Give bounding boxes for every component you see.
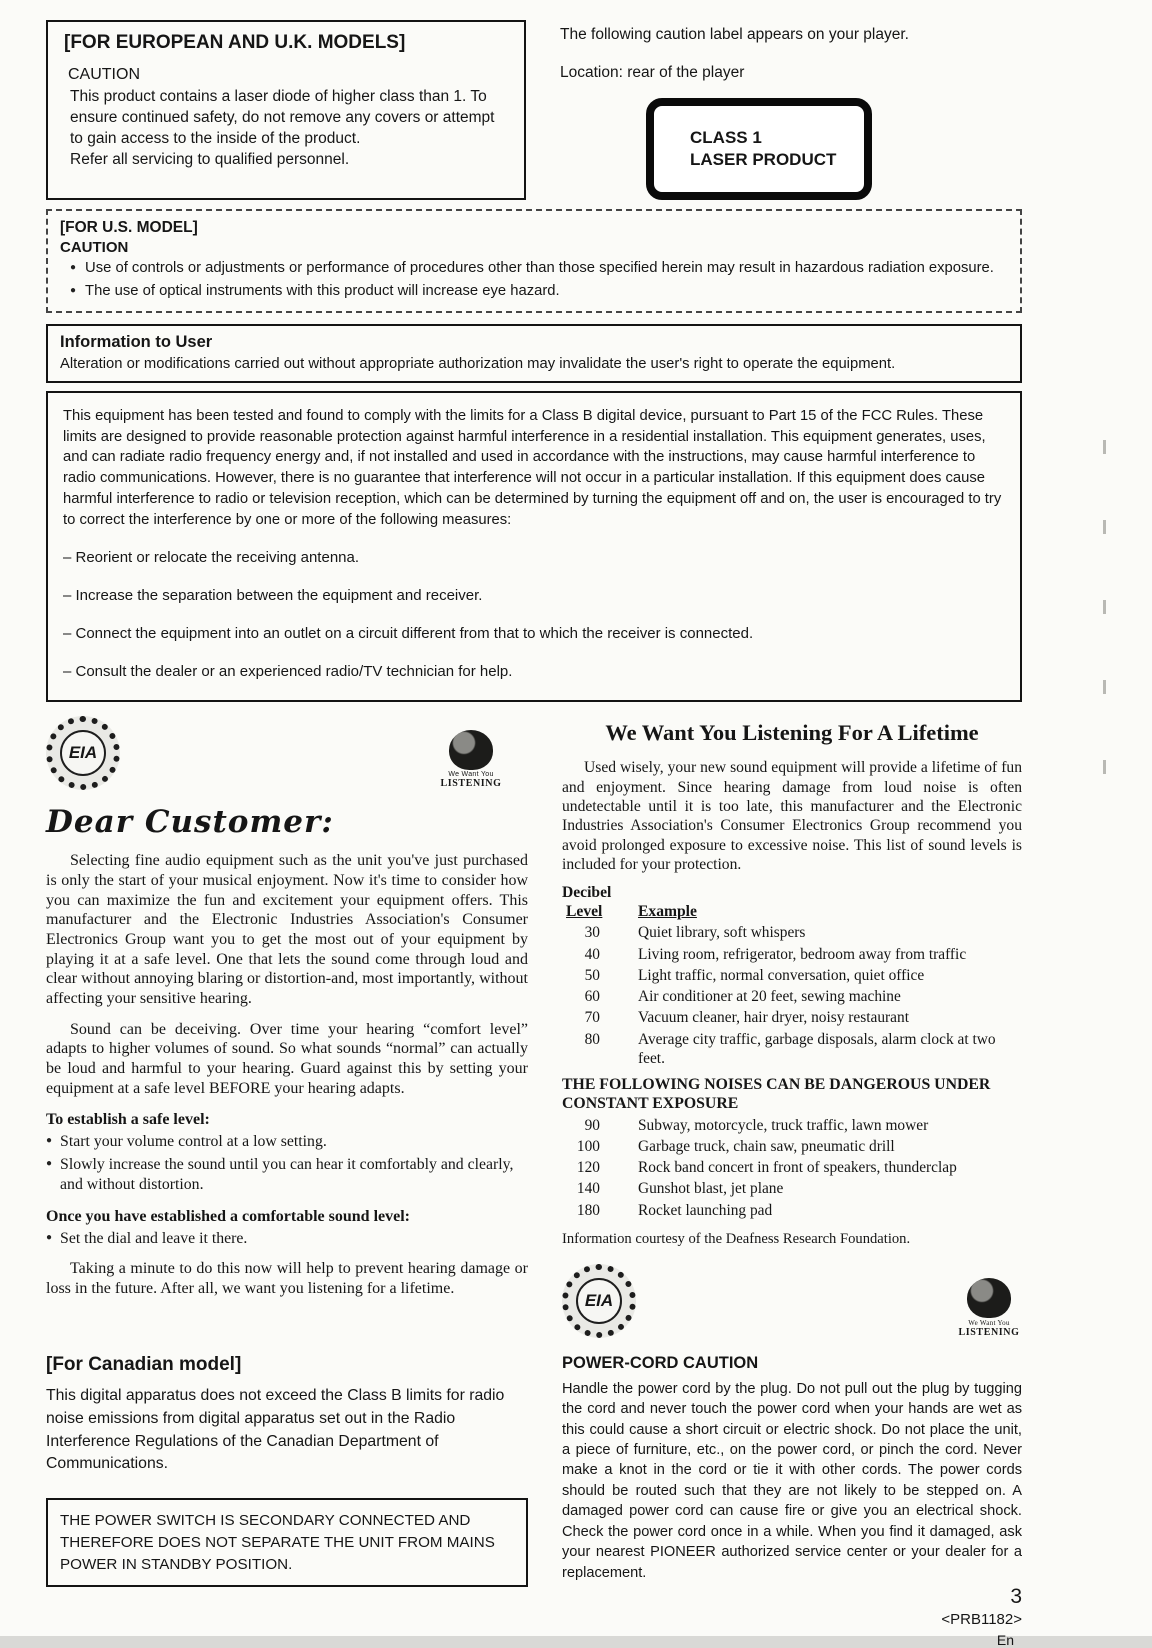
decibel-row	[562, 987, 1022, 1006]
decibel-row	[562, 923, 1022, 942]
decibel-level-header: Level	[566, 903, 603, 921]
decibel-label: Decibel	[562, 884, 612, 902]
eia-logo-text: EIA	[576, 1278, 622, 1324]
hearing-section	[46, 716, 1022, 1338]
decibel-row	[562, 1008, 1022, 1027]
european-models-box	[46, 20, 526, 200]
us-model-item-text: The use of optical instruments with this product will increase eye hazard.	[85, 282, 560, 299]
danger-decibel-row	[562, 1137, 1022, 1156]
danger-decibel-row	[562, 1158, 1022, 1177]
listening-logo-word: LISTENING	[440, 778, 502, 790]
european-caution-footer: Refer all servicing to qualified personnel.	[70, 151, 350, 169]
fcc-measure: – Increase the separation between the equipment and receiver.	[63, 587, 483, 605]
listening-figure-icon	[449, 730, 493, 770]
fcc-measure: – Reorient or relocate the receiving antenna.	[63, 549, 360, 567]
scan-artifact	[1103, 680, 1106, 694]
european-caution-label: CAUTION	[68, 66, 140, 83]
decibel-example: Gunshot blast, jet plane	[638, 1180, 784, 1198]
us-model-title: [FOR U.S. MODEL]	[60, 219, 198, 236]
decibel-example: Rock band concert in front of speakers, thunderclap	[638, 1159, 957, 1177]
us-model-item-text: Use of controls or adjustments or performance of procedures other than those specified herein may result in hazardous radiation exposure.	[85, 260, 994, 276]
canadian-model-column	[46, 1354, 528, 1648]
caution-label-location: Location: rear of the player	[560, 64, 745, 81]
safe-level-item	[46, 1132, 528, 1152]
decibel-example-header: Example	[638, 903, 697, 921]
decibel-level: 70	[584, 1009, 600, 1027]
decibel-example: Average city traffic, garbage disposals, alarm clock at two feet.	[638, 1030, 996, 1067]
decibel-example: Quiet library, soft whispers	[638, 924, 806, 942]
dear-customer-heading: Dear Customer:	[46, 804, 334, 841]
bullet-icon: ●	[46, 1158, 53, 1170]
danger-decibel-row	[562, 1201, 1022, 1220]
decibel-example: Subway, motorcycle, truck traffic, lawn mower	[638, 1116, 929, 1134]
danger-decibel-row	[562, 1179, 1022, 1198]
us-model-caution: CAUTION	[60, 239, 129, 256]
lifetime-title: We Want You Listening For A Lifetime	[605, 720, 979, 746]
decibel-level: 120	[576, 1159, 600, 1177]
eia-logo	[46, 716, 120, 790]
eia-logo	[562, 1264, 636, 1338]
bullet-icon: ●	[70, 284, 77, 296]
eia-logo-text: EIA	[60, 730, 106, 776]
information-to-user-body: Alteration or modifications carried out without appropriate authorization may invalidate the user's right to operate the equipment.	[60, 356, 896, 373]
decibel-table-header	[562, 903, 1022, 921]
decibel-example: Rocket launching pad	[638, 1201, 773, 1219]
decibel-level: 140	[576, 1180, 600, 1198]
comfortable-level-item	[46, 1229, 528, 1249]
decibel-level: 30	[584, 924, 600, 942]
dear-customer-paragraph-1: Selecting fine audio equipment such as the unit you've just purchased is only the start of your musical enjoyment. Now it's time to consider how you can maximize the fun and excitement your equipment offers. This manufacturer and the Electronic Industries Association's Consumer Electronics Group want you to get the most out of your equipment by playing it at a safe level. One that lets the sound come through loud and clear without annoying blaring or distortion-and, most importantly, without affecting your sensitive hearing.	[46, 852, 528, 1007]
scan-artifact	[1103, 600, 1106, 614]
decibel-level: 50	[584, 966, 600, 984]
safe-level-item-text: Start your volume control at a low setting.	[60, 1133, 327, 1151]
bullet-icon: ●	[46, 1135, 53, 1147]
us-model-box	[46, 209, 1022, 313]
dear-customer-paragraph-3: Taking a minute to do this now will help to prevent hearing damage or loss in the future. After all, we want you listening for a lifetime.	[46, 1260, 528, 1297]
decibel-example: Living room, refrigerator, bedroom away from traffic	[638, 945, 967, 963]
listening-logo	[958, 1278, 1020, 1338]
bottom-section	[46, 1354, 1022, 1648]
decibel-level: 40	[584, 945, 600, 963]
listening-logo-smalltext: We Want You	[448, 771, 494, 779]
scan-artifact	[1103, 440, 1106, 454]
logo-row-bottom	[562, 1264, 1022, 1338]
bullet-icon: ●	[70, 262, 77, 273]
fcc-measure: – Consult the dealer or an experienced radio/TV technician for help.	[63, 663, 513, 681]
listening-logo-word: LISTENING	[958, 1326, 1020, 1338]
deafness-foundation-credit: Information courtesy of the Deafness Research Foundation.	[562, 1230, 911, 1247]
comfortable-level-item-text: Set the dial and leave it there.	[60, 1229, 248, 1247]
decibel-row	[562, 1030, 1022, 1069]
page-footer	[562, 1585, 1022, 1648]
power-cord-caution-body: Handle the power cord by the plug. Do not pull out the plug by tugging the cord and never touch the power cord when your hands are wet as this could cause a short circuit or electric shock. Do not place the unit, a piece of furniture, etc., on the power cord, or pinch the cord. Never make a knot in the cord or tie it with other cords. The power cords should be routed such that they are not likely to be stepped on. A damaged power cord can cause fire or give you an electrical shock. Check the power cord once in a while. When you find it damaged, ask your nearest PIONEER authorized service center or your dealer for a replacement.	[562, 1380, 1022, 1581]
information-to-user-title: Information to User	[60, 333, 213, 352]
language-code: En	[996, 1632, 1014, 1648]
fcc-measure: – Connect the equipment into an outlet on a circuit different from that to which the receiver is connected.	[63, 625, 754, 643]
safe-level-item-text: Slowly increase the sound until you can hear it comfortably and clearly, and without distortion.	[60, 1156, 514, 1193]
lifetime-column	[562, 716, 1022, 1338]
scan-artifact	[1103, 760, 1106, 774]
decibel-level: 100	[576, 1137, 600, 1155]
safe-level-heading: To establish a safe level:	[46, 1111, 210, 1129]
laser-label-line1: CLASS 1	[690, 127, 762, 147]
us-model-item	[70, 259, 1008, 279]
decibel-example: Air conditioner at 20 feet, sewing machine	[638, 988, 901, 1005]
decibel-row	[562, 966, 1022, 985]
fcc-notice-box	[46, 391, 1022, 702]
decibel-example: Light traffic, normal conversation, quiet office	[638, 966, 925, 984]
decibel-example: Garbage truck, chain saw, pneumatic drill	[638, 1137, 895, 1155]
scan-artifact	[1103, 520, 1106, 534]
canadian-model-title: [For Canadian model]	[46, 1353, 242, 1375]
top-section	[46, 20, 1022, 200]
power-switch-note-box: THE POWER SWITCH IS SECONDARY CONNECTED AND THEREFORE DOES NOT SEPARATE THE UNIT FROM MAINS POWER IN STANDBY POSITION.	[46, 1498, 528, 1587]
european-caution-body: This product contains a laser diode of higher class than 1. To ensure continued safety, do not remove any covers or attempt to gain access to the inside of the product.	[70, 88, 495, 148]
decibel-level: 90	[584, 1116, 600, 1134]
caution-label-note	[560, 20, 1022, 200]
decibel-level: 180	[576, 1201, 600, 1219]
lifetime-paragraph: Used wisely, your new sound equipment will provide a lifetime of fun and enjoyment. Since hearing damage from loud noise is often undetectable until it is too late, this manufacturer and the Electronic Industries Association's Consumer Electronics Group recommend you avoid prolonged exposure to excessive noise. This list of sound levels is included for your protection.	[562, 759, 1022, 873]
european-models-title: [FOR EUROPEAN AND U.K. MODELS]	[64, 32, 406, 53]
bullet-icon: ●	[46, 1231, 53, 1243]
decibel-level: 60	[584, 988, 600, 1005]
danger-decibel-row	[562, 1116, 1022, 1135]
page-number: 3	[1010, 1585, 1022, 1608]
logo-row-top	[46, 716, 528, 800]
listening-logo-smalltext: We Want You	[968, 1318, 1010, 1327]
laser-label-line2: LASER PRODUCT	[690, 150, 837, 169]
decibel-example: Vacuum cleaner, hair dryer, noisy restaurant	[638, 1009, 909, 1027]
information-to-user-box	[46, 324, 1022, 383]
document-code: <PRB1182>	[941, 1611, 1022, 1628]
safe-level-item	[46, 1155, 528, 1194]
fcc-notice-body: This equipment has been tested and found to comply with the limits for a Class B digital device, pursuant to Part 15 of the FCC Rules. These limits are designed to provide reasonable protection against harmful interference in a residential installation. This equipment generates, uses, and can radiate radio frequency energy and, if not installed and used in accordance with the instructions, may cause harmful interference to radio communications. However, there is no guarantee that interference will not occur in a particular installation. If this equipment does cause harmful interference to radio or television reception, which can be determined by turning the equipment off and on, the user is encouraged to try to correct the interference by one or more of the following measures:	[63, 408, 1002, 528]
listening-logo	[440, 730, 502, 789]
decibel-row	[562, 945, 1022, 964]
power-cord-caution-title: POWER-CORD CAUTION	[562, 1353, 759, 1372]
listening-figure-icon	[967, 1278, 1011, 1318]
us-model-item	[70, 282, 1008, 302]
power-cord-column	[562, 1354, 1022, 1648]
danger-noises-heading: THE FOLLOWING NOISES CAN BE DANGEROUS UNDER CONSTANT EXPOSURE	[562, 1076, 991, 1113]
dear-customer-column	[46, 716, 528, 1338]
class1-laser-label	[646, 98, 872, 200]
canadian-model-body: This digital apparatus does not exceed the Class B limits for radio noise emissions from digital apparatus set out in the Radio Interference Regulations of the Canadian Department of Communications.	[46, 1386, 505, 1473]
caution-label-note-line1: The following caution label appears on your player.	[560, 26, 909, 43]
comfortable-level-heading: Once you have established a comfortable sound level:	[46, 1207, 410, 1225]
dear-customer-paragraph-2: Sound can be deceiving. Over time your hearing “comfort level” adapts to higher volumes of sound. So what sounds “normal” can actually be loud and harmful to your hearing. Guard against this by setting your equipment at a safe level BEFORE your hearing adapts.	[46, 1020, 528, 1097]
decibel-level: 80	[584, 1030, 600, 1048]
